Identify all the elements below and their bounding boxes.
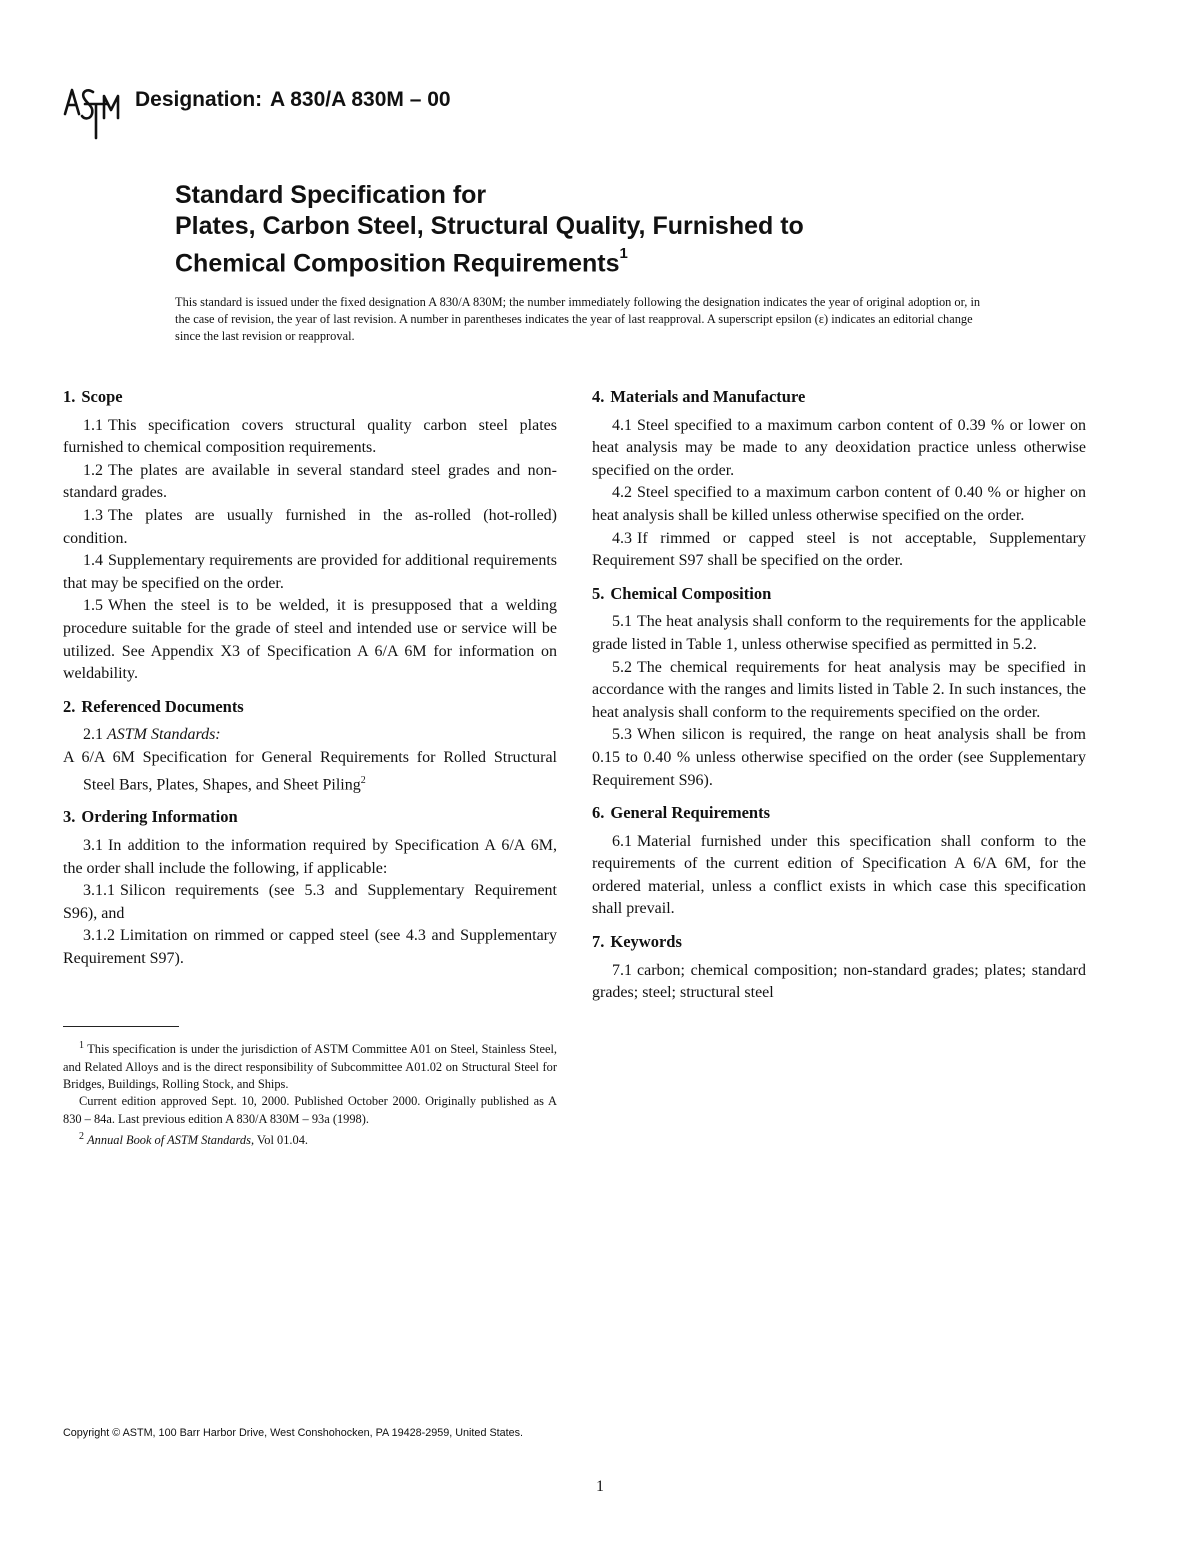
paragraph-text: Supplementary requirements are provided for additional requirements that may be specified on the order. bbox=[63, 552, 557, 592]
paragraph-1-2 bbox=[63, 460, 557, 505]
section-heading-referenced-documents bbox=[63, 696, 557, 719]
paragraph-text: This specification covers structural quality carbon steel plates furnished to chemical composition requirements. bbox=[63, 416, 557, 457]
section-number: 5. bbox=[592, 583, 605, 603]
title-line-2: Plates, Carbon Steel, Structural Quality, Furnished to bbox=[175, 212, 804, 240]
paragraph-number: 6.1 bbox=[612, 832, 632, 850]
paragraph-text: When silicon is required, the range on heat analysis shall be from 0.15 to 0.40 % unless otherwise specified on the order (see Supplementary Requirement S96). bbox=[592, 726, 1086, 789]
paragraph-1-1 bbox=[63, 415, 557, 460]
reference-text: A 6/A 6M Specification for General Requirements for Rolled Structural Steel Bars, Plates, Shapes, and Sheet Piling bbox=[63, 748, 557, 793]
footnote-text: This specification is under the jurisdiction of ASTM Committee A01 on Steel, Stainless Steel, and Related Alloys and is the direct responsibility of Subcommittee A01.02 on Structural Steel for Bridges, Buildings, Rolling Stock, and Ships. bbox=[63, 1042, 557, 1091]
document-title bbox=[175, 180, 1075, 279]
issued-note: This standard is issued under the fixed designation A 830/A 830M; the number immediately following the designation indicates the year of original adoption or, in the case of revision, the year of last revision. A number in parentheses indicates the year of last reapproval. A superscript epsilon (ε) indicates an editorial change since the last revision or reapproval. bbox=[175, 295, 981, 343]
paragraph-text: Steel specified to a maximum carbon content of 0.40 % or higher on heat analysis shall be killed unless otherwise specified on the order. bbox=[592, 484, 1086, 524]
footnote-1-continued bbox=[63, 1093, 557, 1128]
paragraph-number: 7.1 bbox=[612, 961, 632, 979]
paragraph-number: 4.3 bbox=[612, 529, 632, 547]
section-heading-chemical-composition bbox=[592, 583, 1086, 606]
designation-label: Designation: bbox=[135, 88, 263, 111]
paragraph-text: The heat analysis shall conform to the requirements for the applicable grade listed in Table 1, unless otherwise specified as permitted in 5.2. bbox=[592, 613, 1086, 653]
paragraph-text: In addition to the information required by Specification A 6/A 6M, the order shall include the following, if applicable: bbox=[63, 837, 557, 877]
footnote-1 bbox=[63, 1037, 557, 1093]
paragraph-number: 4.2 bbox=[612, 484, 632, 502]
section-title: Keywords bbox=[610, 932, 682, 952]
paragraph-text: When the steel is to be welded, it is presupposed that a welding procedure suitable for the grade of steel and intended use or service will be utilized. See Appendix X3 of Specification A 6/A 6M for information on weldability. bbox=[63, 597, 557, 683]
paragraph-1-4 bbox=[63, 550, 557, 595]
paragraph-number: 3.1.2 bbox=[83, 927, 115, 945]
footnote-mark: 2 bbox=[79, 1131, 84, 1143]
section-number: 2. bbox=[63, 696, 76, 716]
paragraph-number: 3.1 bbox=[83, 837, 103, 855]
footnotes bbox=[63, 1037, 557, 1150]
paragraph-number: 1.3 bbox=[83, 506, 103, 524]
footnote-italic-text: Annual Book of ASTM Standards, bbox=[87, 1133, 255, 1148]
right-column bbox=[592, 386, 1086, 1005]
paragraph-3-1 bbox=[63, 835, 557, 880]
paragraph-text: carbon; chemical composition; non-standard grades; plates; standard grades; steel; structural steel bbox=[592, 961, 1086, 1002]
title-line-3 bbox=[175, 242, 1075, 279]
paragraph-text: If rimmed or capped steel is not acceptable, Supplementary Requirement S97 shall be specified on the order. bbox=[592, 529, 1086, 570]
paragraph-number: 2.1 bbox=[83, 726, 103, 744]
section-number: 7. bbox=[592, 932, 605, 952]
designation-line bbox=[135, 88, 451, 112]
copyright-notice: Copyright © ASTM, 100 Barr Harbor Drive, West Conshohocken, PA 19428-2959, United States. bbox=[63, 1427, 524, 1439]
paragraph-number: 1.1 bbox=[83, 416, 103, 434]
section-title: Referenced Documents bbox=[81, 696, 244, 716]
paragraph-text: Steel specified to a maximum carbon content of 0.39 % or lower on heat analysis may be made to any deoxidation practice unless otherwise specified on the order. bbox=[592, 416, 1086, 479]
paragraph-number: 1.2 bbox=[83, 461, 103, 479]
paragraph-6-1 bbox=[592, 831, 1086, 921]
title-line-1: Standard Specification for bbox=[175, 181, 487, 209]
paragraph-4-2 bbox=[592, 482, 1086, 527]
paragraph-number: 1.5 bbox=[83, 597, 103, 615]
footnote-2 bbox=[63, 1128, 557, 1150]
section-heading-scope bbox=[63, 386, 557, 409]
paragraph-text: Silicon requirements (see 5.3 and Supplementary Requirement S96), and bbox=[63, 882, 557, 922]
referenced-standard-item bbox=[63, 747, 557, 797]
paragraph-number: 1.4 bbox=[83, 552, 103, 570]
section-heading-general-requirements bbox=[592, 802, 1086, 825]
section-title: Ordering Information bbox=[81, 807, 238, 827]
section-title: Chemical Composition bbox=[610, 583, 772, 603]
paragraph-number: 5.1 bbox=[612, 613, 632, 631]
paragraph-text: Material furnished under this specification shall conform to the requirements of the current edition of Specification A 6/A 6M, for the ordered material, unless a conflict exists in which case this specification shall prevail. bbox=[592, 832, 1086, 918]
paragraph-3-1-2 bbox=[63, 925, 557, 970]
footnote-text: Current edition approved Sept. 10, 2000. Published October 2000. Originally published as A 830 – 84a. Last previous edition A 830/A 830M – 93a (1998). bbox=[63, 1094, 557, 1126]
footnote-text: Vol 01.04. bbox=[256, 1133, 308, 1148]
paragraph-number: 3.1.1 bbox=[83, 882, 115, 900]
title-footnote-mark: 1 bbox=[619, 245, 628, 262]
paragraph-4-1 bbox=[592, 415, 1086, 483]
paragraph-5-1 bbox=[592, 611, 1086, 656]
section-number: 3. bbox=[63, 807, 76, 827]
section-number: 6. bbox=[592, 803, 605, 823]
paragraph-3-1-1 bbox=[63, 880, 557, 925]
section-heading-keywords bbox=[592, 931, 1086, 954]
footnote-divider bbox=[63, 1026, 179, 1027]
paragraph-4-3 bbox=[592, 528, 1086, 573]
section-number: 4. bbox=[592, 387, 605, 406]
paragraph-number: 4.1 bbox=[612, 416, 632, 434]
paragraph-subtitle: ASTM Standards: bbox=[107, 726, 221, 744]
paragraph-number: 5.2 bbox=[612, 658, 632, 676]
paragraph-5-3 bbox=[592, 724, 1086, 792]
section-number: 1. bbox=[63, 387, 76, 406]
designation-number: A 830/A 830M – 00 bbox=[270, 88, 451, 111]
paragraph-number: 5.3 bbox=[612, 726, 632, 744]
paragraph-text: Limitation on rimmed or capped steel (see 4.3 and Supplementary Requirement S97). bbox=[63, 927, 557, 967]
paragraph-5-2 bbox=[592, 657, 1086, 725]
page-number: 1 bbox=[596, 1478, 604, 1495]
section-heading-materials bbox=[592, 386, 1086, 409]
section-title: Scope bbox=[81, 387, 123, 406]
paragraph-7-1 bbox=[592, 960, 1086, 1005]
astm-logo bbox=[63, 84, 125, 140]
paragraph-text: The plates are usually furnished in the as-rolled (hot-rolled) condition. bbox=[63, 506, 557, 547]
paragraph-2-1 bbox=[63, 724, 557, 747]
footnote-mark: 1 bbox=[79, 1040, 84, 1051]
title-line-3-text: Chemical Composition Requirements bbox=[175, 249, 620, 278]
paragraph-1-5 bbox=[63, 595, 557, 685]
section-title: General Requirements bbox=[610, 803, 771, 823]
section-title: Materials and Manufacture bbox=[610, 387, 806, 406]
section-heading-ordering-information bbox=[63, 806, 557, 829]
paragraph-text: The plates are available in several standard steel grades and non-standard grades. bbox=[63, 461, 557, 502]
paragraph-text: The chemical requirements for heat analysis may be specified in accordance with the ranges and limits listed in Table 2. In such instances, the heat analysis shall conform to the requirements specified on the order. bbox=[592, 658, 1086, 721]
paragraph-1-3 bbox=[63, 505, 557, 550]
left-column bbox=[63, 386, 557, 971]
reference-footnote-mark: 2 bbox=[360, 774, 366, 786]
